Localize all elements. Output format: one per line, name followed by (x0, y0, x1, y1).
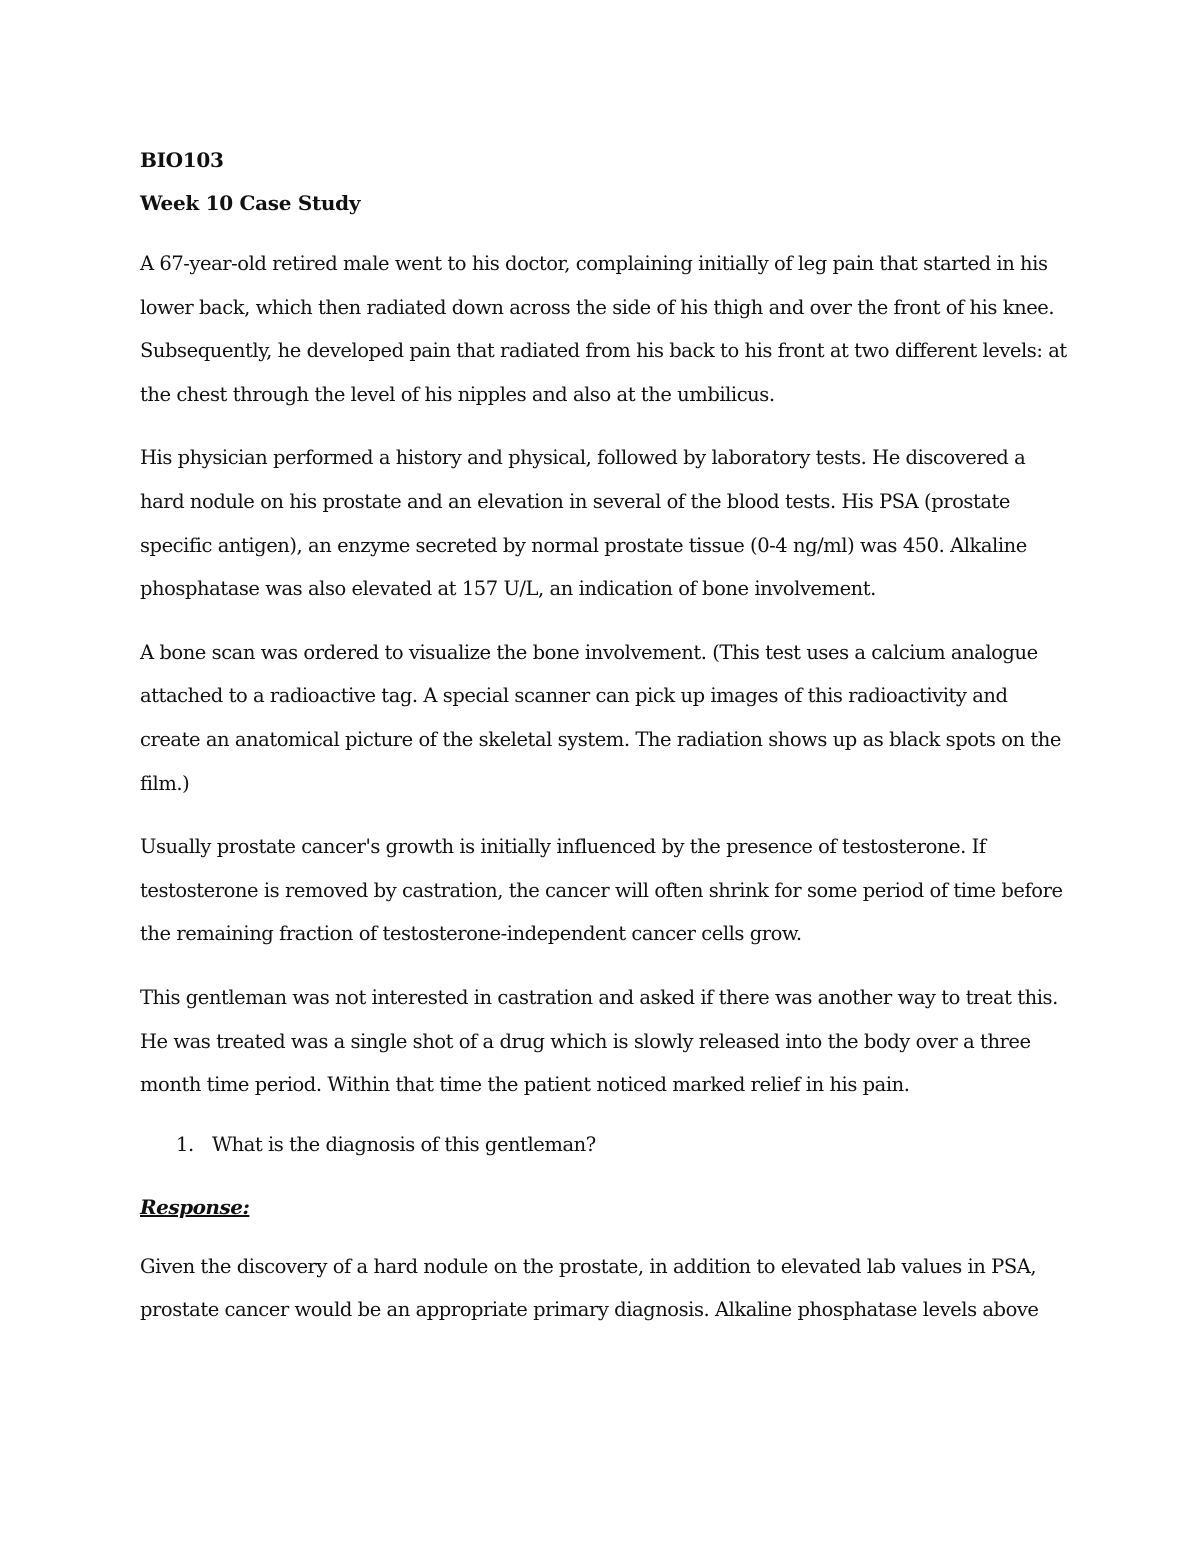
text-line: month time period. Within that time the patient noticed marked relief in his pain. (140, 1073, 910, 1097)
text-line: the chest through the level of his nipples and also at the umbilicus. (140, 382, 775, 406)
text-line: film.) (140, 771, 190, 795)
text-line: specific antigen), an enzyme secreted by normal prostate tissue (0-4 ng/ml) was 450. Alkaline (140, 533, 1027, 557)
text-line: His physician performed a history and physical, followed by laboratory tests. He discovered a (140, 446, 1026, 470)
paragraph-bone-scan (140, 631, 1070, 805)
paragraph-lab-tests (140, 436, 1070, 610)
course-code: BIO103 (140, 148, 224, 172)
response-label: Response: (140, 1194, 250, 1219)
text-line: A bone scan was ordered to visualize the bone involvement. (This test uses a calcium analogue (140, 640, 1038, 664)
paragraph-testosterone (140, 825, 1070, 956)
question-text: What is the diagnosis of this gentleman? (212, 1132, 596, 1156)
text-line: Usually prostate cancer's growth is initially influenced by the presence of testosterone. If (140, 835, 986, 859)
paragraph-symptoms (140, 242, 1070, 416)
text-line: A 67-year-old retired male went to his doctor, complaining initially of leg pain that started in his (140, 252, 1048, 275)
text-line: hard nodule on his prostate and an elevation in several of the blood tests. His PSA (prostate (140, 489, 1010, 513)
text-line: attached to a radioactive tag. A special scanner can pick up images of this radioactivity and (140, 684, 1008, 708)
text-line: Subsequently, he developed pain that radiated from his back to his front at two different levels: at (140, 339, 1067, 363)
text-line: Given the discovery of a hard nodule on the prostate, in addition to elevated lab values in PSA, (140, 1254, 1037, 1278)
paragraph-treatment (140, 976, 1070, 1107)
text-line: phosphatase was also elevated at 157 U/L, an indication of bone involvement. (140, 577, 876, 601)
text-line: create an anatomical picture of the skeletal system. The radiation shows up as black spots on the (140, 727, 1061, 751)
text-line: testosterone is removed by castration, the cancer will often shrink for some period of time before (140, 878, 1063, 902)
question-number: 1. (176, 1132, 194, 1156)
text-line: the remaining fraction of testosterone-independent cancer cells grow. (140, 922, 802, 946)
paragraph-response (140, 1245, 1070, 1332)
document-title: Week 10 Case Study (140, 191, 361, 215)
text-line: prostate cancer would be an appropriate primary diagnosis. Alkaline phosphatase levels above (140, 1298, 1039, 1322)
text-line: This gentleman was not interested in castration and asked if there was another way to treat this. (140, 985, 1058, 1009)
text-line: He was treated was a single shot of a drug which is slowly released into the body over a three (140, 1029, 1031, 1053)
document-page (140, 142, 1070, 1352)
text-line: lower back, which then radiated down across the side of his thigh and over the front of his knee. (140, 295, 1055, 319)
question-item (140, 1127, 1070, 1163)
